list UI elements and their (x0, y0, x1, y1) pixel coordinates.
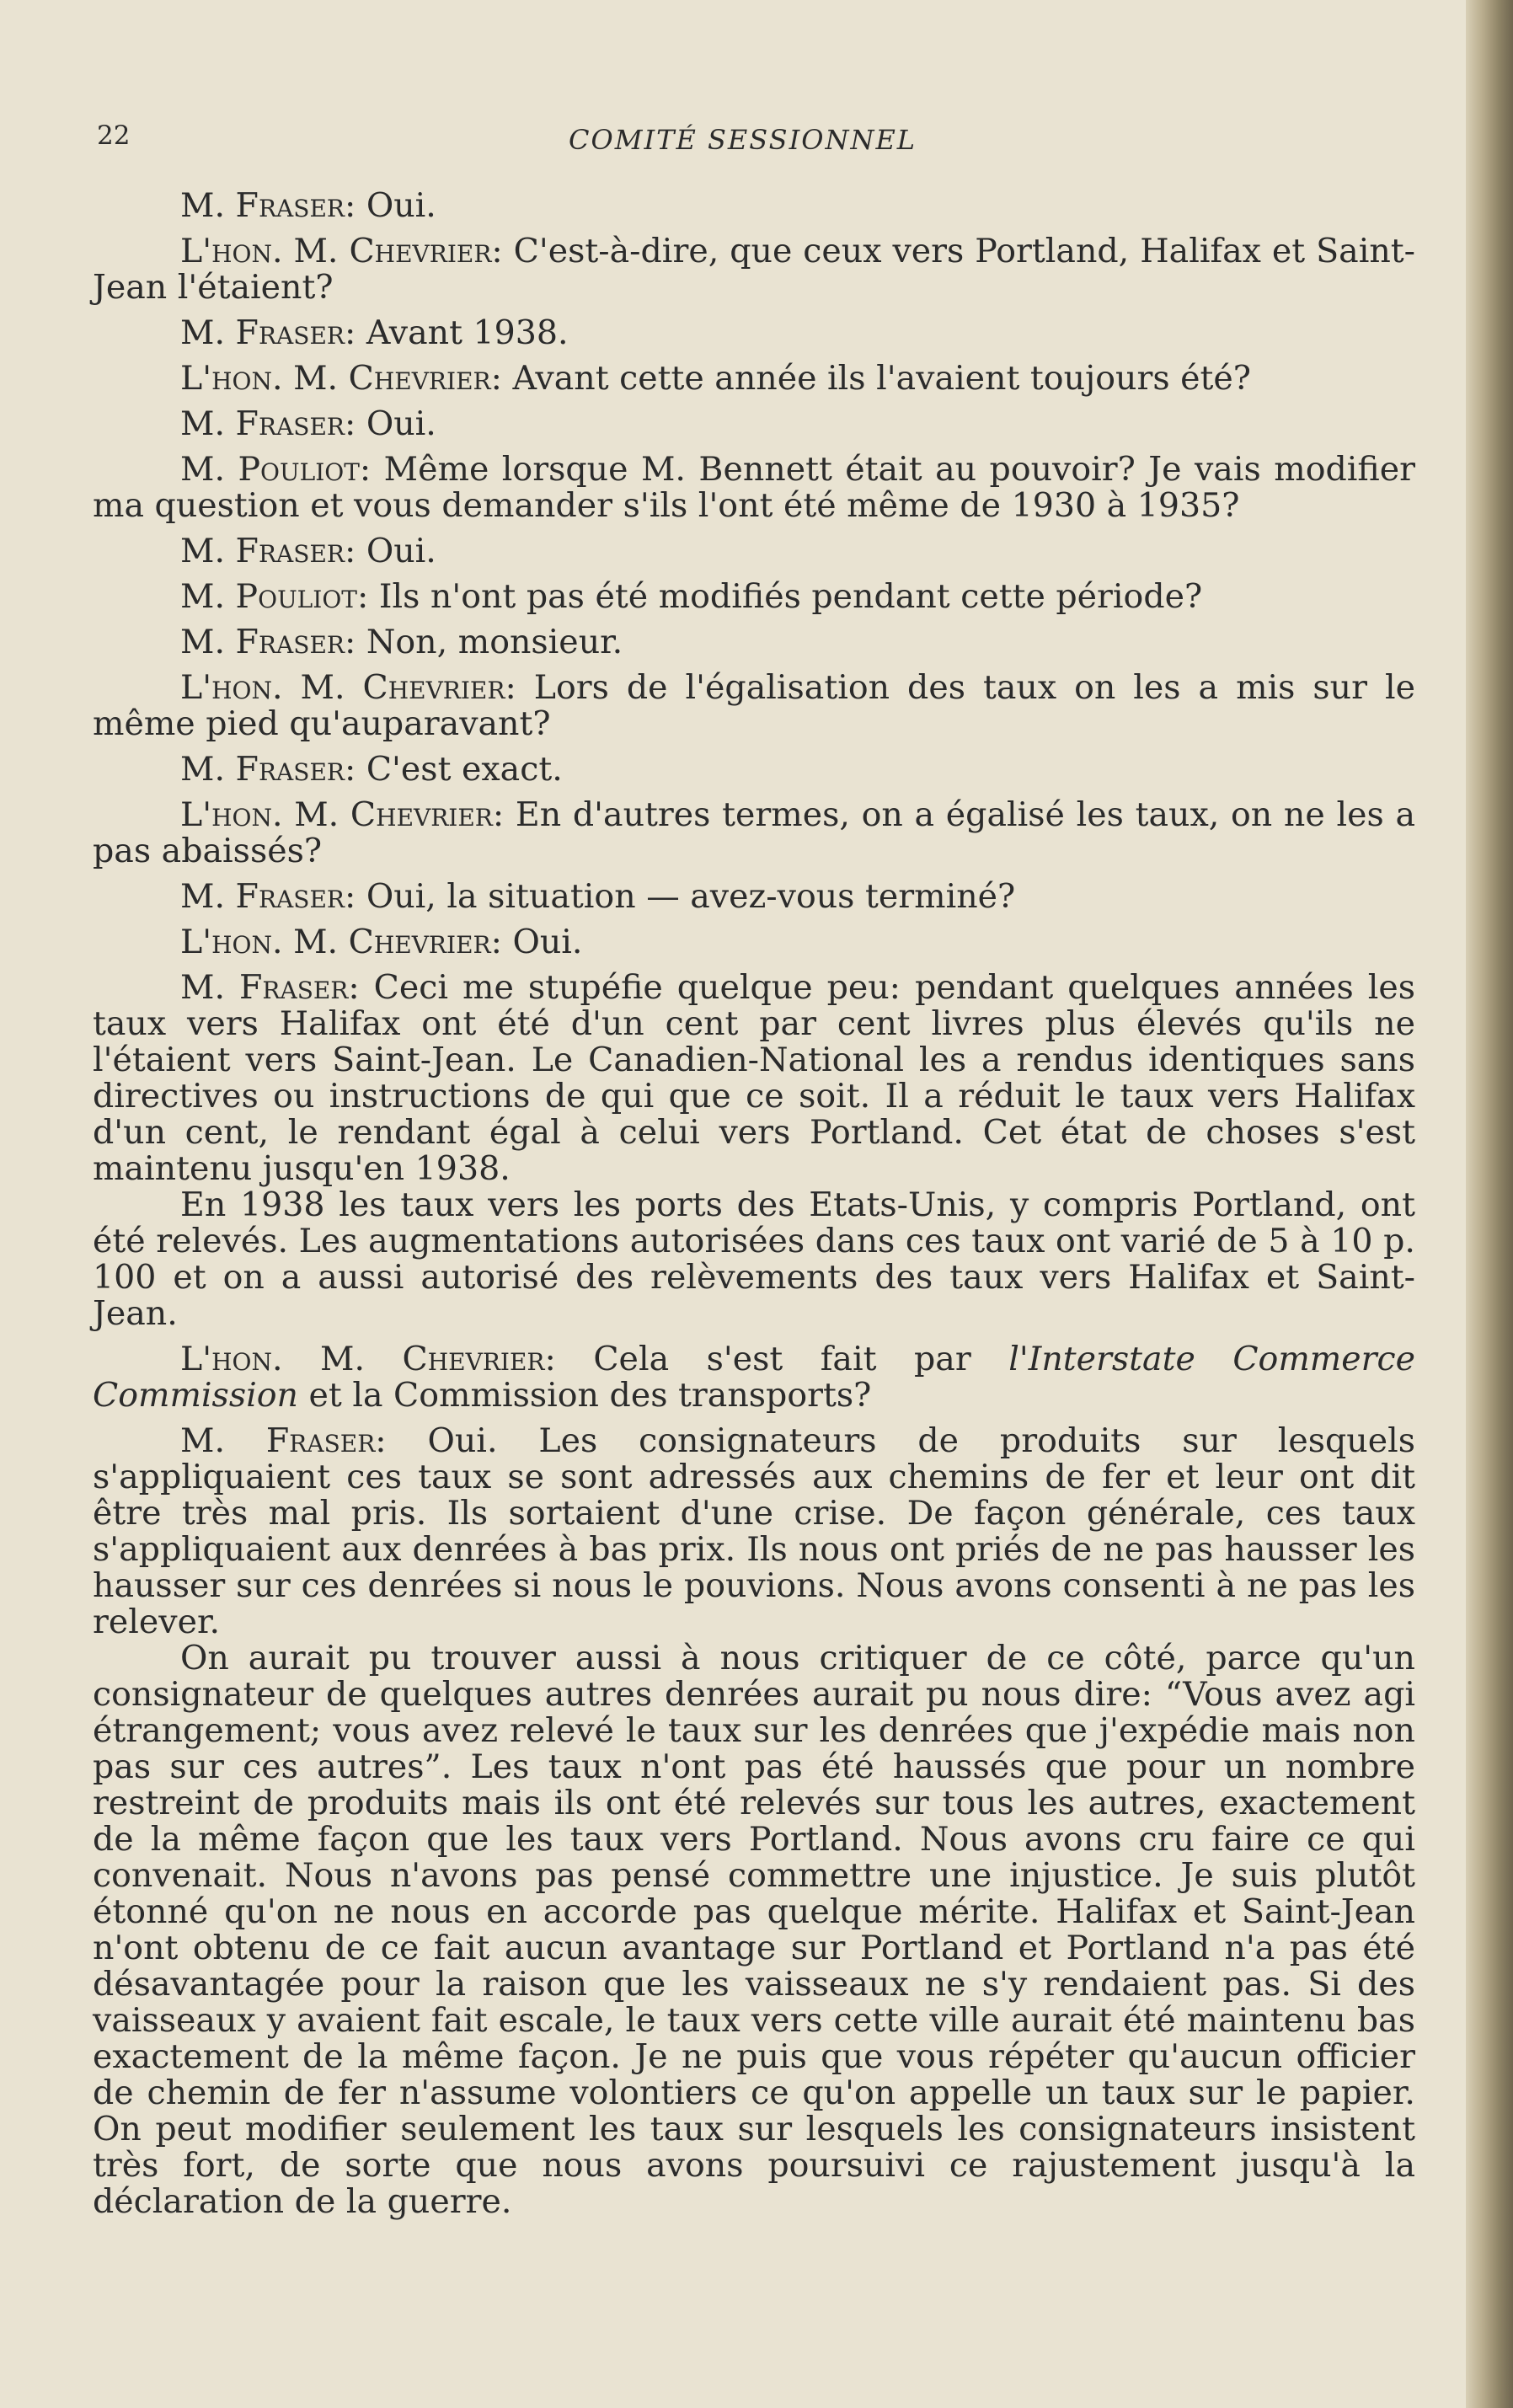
spoken-text: Ceci me stupéfie quelque peu: pendant quelques années les taux vers Halifax ont été d'un cent par cent livres plus élevés qu'ils ne l'étaient vers Saint-Jean. Le Canadien-National les a rendus identiques sans directives ou instructions de qui que ce soit. Il a réduit le taux vers Halifax d'un cent, le rendant égal à celui vers Portland. Cet état de choses s'est maintenu jusqu'en 1938. (93, 968, 1415, 1188)
spoken-text: Oui. (356, 186, 436, 225)
spoken-text: Lors de l'égalisation des taux on les a mis sur le même pied qu'auparavant? (93, 668, 1415, 743)
paragraph (93, 188, 1415, 224)
speaker-label: M. Fraser: (180, 968, 360, 1007)
paragraph (93, 533, 1415, 570)
paragraph (93, 670, 1415, 742)
speaker-label: L'hon. M. Chevrier: (180, 923, 502, 961)
body-text (93, 179, 1415, 2220)
paragraph (93, 970, 1415, 1187)
speaker-label: L'hon. M. Chevrier: (180, 795, 505, 834)
speaker-label: L'hon. M. Chevrier: (180, 232, 503, 270)
speaker-label: L'hon. M. Chevrier: (180, 668, 516, 707)
paragraph (93, 315, 1415, 351)
spoken-text: Cela s'est fait par (555, 1340, 1009, 1378)
spoken-text: Ils n'ont pas été modifiés pendant cette période? (368, 577, 1203, 616)
paragraph (93, 924, 1415, 961)
paragraph (93, 1423, 1415, 1640)
page-header (97, 120, 1411, 163)
spoken-text: Oui. (501, 923, 583, 961)
page-number: 22 (97, 120, 131, 151)
spoken-text: C'est exact. (356, 750, 563, 789)
spoken-text: Oui. Les consignateurs de produits sur lesquels s'appliquaient ces taux se sont adressés aux chemins de fer et leur ont dit être très mal pris. Ils sortaient d'une crise. De façon générale, ces taux s'appliquaient aux denrées à bas prix. Ils nous ont priés de ne pas hausser les hausser sur ces denrées si nous le pouvions. Nous avons consenti à ne pas les relever. (93, 1421, 1415, 1641)
paragraph (93, 233, 1415, 306)
paragraph (93, 579, 1415, 615)
spoken-text: Avant cette année ils l'avaient toujours été? (501, 359, 1251, 398)
spoken-text: C'est-à-dire, que ceux vers Portland, Halifax et Saint-Jean l'étaient? (93, 232, 1415, 307)
spoken-text: et la Commission des transports? (297, 1376, 872, 1415)
speaker-label: M. Fraser: (180, 532, 356, 570)
spoken-text: Oui. (356, 532, 436, 570)
paragraph (93, 1640, 1415, 2220)
paragraph (93, 879, 1415, 915)
speaker-label: M. Fraser: (180, 623, 356, 661)
speaker-label: M. Fraser: (180, 313, 356, 352)
paragraph (93, 1341, 1415, 1414)
speaker-label: M. Fraser: (180, 186, 356, 225)
spoken-text: Avant 1938. (356, 313, 569, 352)
speaker-label: M. Fraser: (180, 1421, 387, 1460)
book-spine-shadow (1466, 0, 1513, 2408)
paragraph (93, 752, 1415, 788)
paragraph (93, 452, 1415, 524)
speaker-label: M. Pouliot: (180, 577, 369, 616)
italic-title: l'Interstate Commerce Commission (93, 1340, 1416, 1415)
speaker-label: L'hon. M. Chevrier: (180, 359, 502, 398)
running-title: COMITÉ SESSIONNEL (569, 124, 917, 156)
speaker-label: M. Pouliot: (180, 450, 372, 489)
spoken-text: Même lorsque M. Bennett était au pouvoir? Je vais modifier ma question et vous demander s'ils l'ont été même de 1930 à 1935? (93, 450, 1415, 525)
spoken-text: Oui. (356, 404, 436, 443)
speaker-label: M. Fraser: (180, 404, 356, 443)
paragraph (93, 624, 1415, 661)
speaker-label: M. Fraser: (180, 750, 356, 789)
spoken-text: Non, monsieur. (356, 623, 623, 661)
speaker-label: M. Fraser: (180, 877, 356, 916)
speaker-label: L'hon. M. Chevrier: (180, 1340, 556, 1378)
spoken-text: On aurait pu trouver aussi à nous critiquer de ce côté, parce qu'un consignateur de quelques autres denrées aurait pu nous dire: “Vous avez agi étrangement; vous avez relevé le taux sur les denrées que j'expédie mais non pas sur ces autres”. Les taux n'ont pas été haussés que pour un nombre restreint de produits mais ils ont été relevés sur tous les autres, exactement de la même façon que les taux vers Portland. Nous avons cru faire ce qui convenait. Nous n'avons pas pensé commettre une injustice. Je suis plutôt étonné qu'on ne nous en accorde pas quelque mérite. Halifax et Saint-Jean n'ont obtenu de ce fait aucun avantage sur Portland et Portland n'a pas été désavantagée pour la raison que les vaisseaux ne s'y rendaient pas. Si des vaisseaux y avaient fait escale, le taux vers cette ville aurait été maintenu bas exactement de la même façon. Je ne puis que vous répéter qu'aucun officier de chemin de fer n'assume volontiers ce qu'on appelle un taux sur le papier. On peut modifier seulement les taux sur lesquels les consignateurs insistent très fort, de sorte que nous avons poursuivi ce rajustement jusqu'à la déclaration de la guerre. (93, 1639, 1415, 2221)
spoken-text: En d'autres termes, on a égalisé les taux, on ne les a pas abaissés? (93, 795, 1415, 870)
paragraph (93, 797, 1415, 870)
paragraph (93, 361, 1415, 397)
paragraph (93, 1187, 1415, 1332)
spoken-text: Oui, la situation — avez-vous terminé? (356, 877, 1016, 916)
spoken-text: En 1938 les taux vers les ports des Etats-Unis, y compris Portland, ont été relevés. Les augmentations autorisées dans ces taux ont varié de 5 à 10 p. 100 et on a aussi autorisé des relèvements des taux vers Halifax et Saint-Jean. (93, 1185, 1415, 1333)
paragraph (93, 406, 1415, 442)
